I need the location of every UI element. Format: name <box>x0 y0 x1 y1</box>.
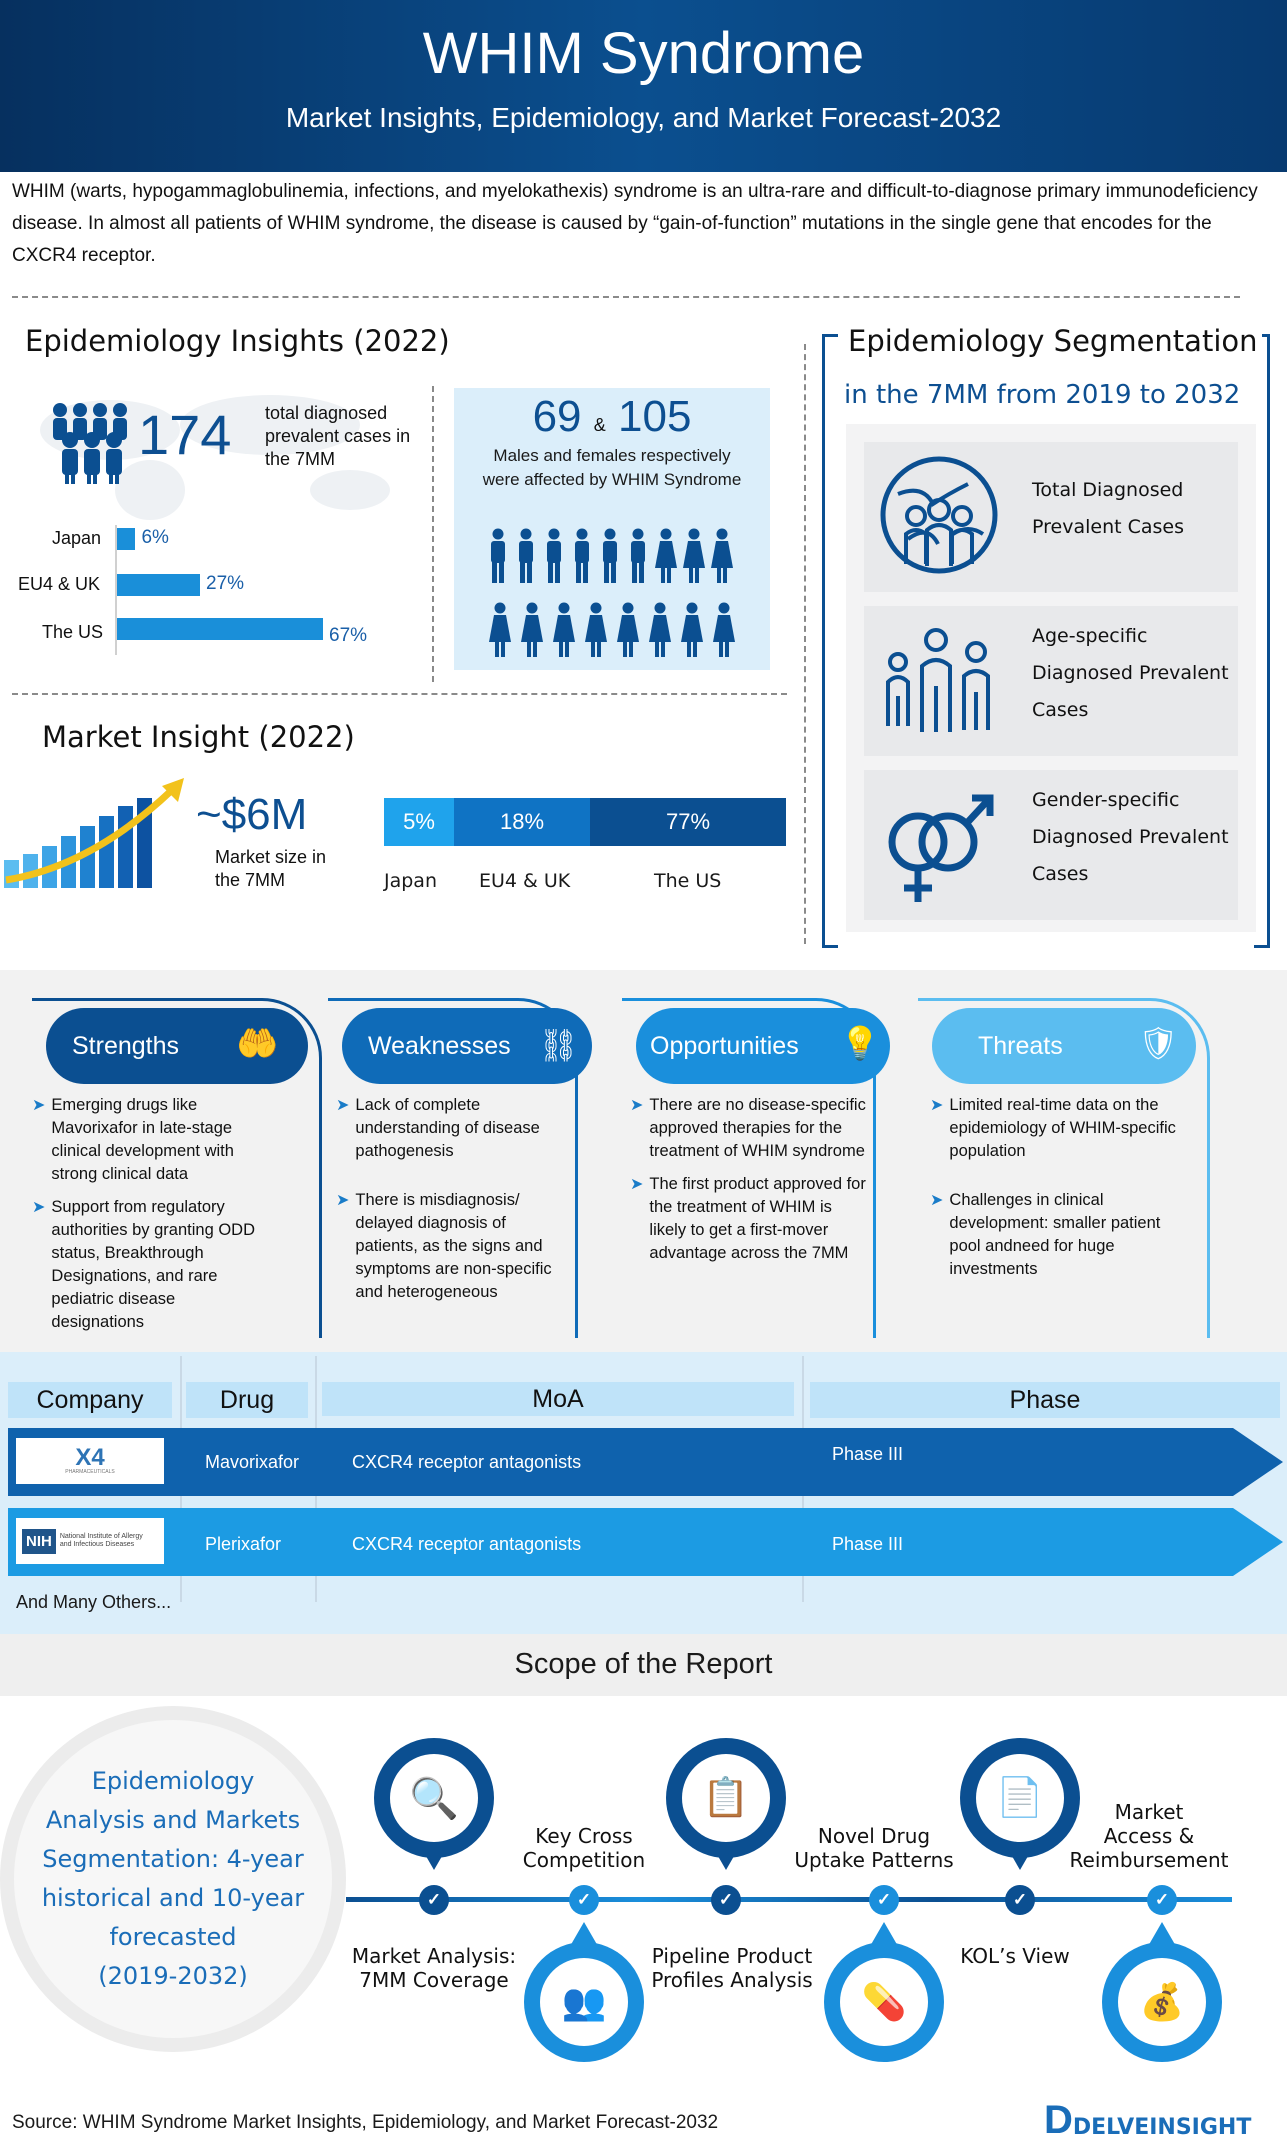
pin-tip <box>569 1922 599 1948</box>
drug-plerixafor: Plerixafor <box>205 1534 282 1554</box>
arrow-icon: ➤ <box>32 1097 46 1114</box>
scope-item-market-access <box>1062 1800 1236 1872</box>
money-bag-icon: 💰 <box>1118 1958 1206 2046</box>
swot-points <box>630 1094 866 1265</box>
swot-point <box>336 1189 568 1304</box>
brand-logo <box>1044 2100 1251 2140</box>
swot-pill <box>342 1008 592 1084</box>
circle-line: forecasted <box>109 1923 237 1951</box>
company-logo-x4 <box>16 1438 164 1484</box>
swot-point <box>630 1173 866 1265</box>
circle-line: Epidemiology <box>91 1767 255 1795</box>
males-number: 69 <box>532 392 582 441</box>
scope-line: Profiles Analysis <box>651 1968 813 1992</box>
share-us: 77% <box>590 798 786 846</box>
swot-title: Threats <box>978 1031 1063 1060</box>
swot-opportunities <box>622 998 880 1338</box>
swot-point <box>630 1094 866 1163</box>
moa-row-1: CXCR4 receptor antagonists <box>352 1452 582 1472</box>
arrow-icon: ➤ <box>630 1097 644 1114</box>
scope-item-kol <box>920 1944 1110 1968</box>
frame-corner <box>822 334 838 337</box>
brand-d-icon: D <box>1044 2098 1073 2142</box>
pin-tip <box>711 1844 741 1870</box>
arrow-icon: ➤ <box>930 1097 944 1114</box>
scope-line: Key Cross <box>535 1824 633 1848</box>
check-icon: ✓ <box>711 1885 741 1915</box>
circle-line: Segmentation: 4-year <box>42 1845 304 1873</box>
scope-line: Competition <box>522 1848 646 1872</box>
scope-title: Scope of the Report <box>514 1648 773 1680</box>
shield-alert-icon: 🛡 <box>1138 1025 1179 1061</box>
people-row-2 <box>488 602 748 665</box>
pipeline-header-drug: Drug <box>186 1382 308 1418</box>
check-icon: ✓ <box>569 1885 599 1915</box>
lightbulb-icon: 💡 <box>840 1025 880 1061</box>
scope-item-competition <box>484 1824 684 1872</box>
scope-line: Reimbursement <box>1069 1848 1229 1872</box>
scope-item-uptake <box>782 1824 966 1872</box>
people-row-1 <box>488 528 748 591</box>
scope-line: Pipeline Product <box>651 1944 813 1968</box>
arrow-icon: ➤ <box>32 1199 46 1216</box>
pipeline-footer: And Many Others... <box>16 1592 172 1612</box>
phase-row-1: Phase III <box>832 1444 904 1464</box>
magnifier-chart-icon: 🔍 <box>390 1754 478 1842</box>
bar-label-eu4uk: EU4 & UK <box>18 574 101 594</box>
segment-age <box>864 606 1238 756</box>
logo-subtext: National Institute of Allergy and Infectious Diseases <box>59 1533 143 1548</box>
total-cases-label: total diagnosed prevalent cases in the 7MM <box>265 403 411 469</box>
swot-point-text: Emerging drugs like Mavorixafor in late-stage clinical development with strong clinical data <box>51 1096 234 1183</box>
swot-point <box>32 1094 272 1186</box>
segment-line: Cases <box>1032 699 1089 721</box>
swot-point-text: Limited real-time data on the epidemiology of WHIM-specific population <box>949 1096 1176 1160</box>
share-japan: 5% <box>384 798 454 846</box>
total-cases-number: 174 <box>138 403 232 466</box>
company-logo-nih <box>16 1518 164 1564</box>
brand-name: DELVEINSIGHT <box>1072 2115 1252 2140</box>
money-hand-icon: 🤲 <box>236 1025 279 1063</box>
drug-uptake-icon: 💊 <box>840 1958 928 2046</box>
scope-circle-text <box>28 1762 318 1996</box>
pin-tip <box>869 1922 899 1948</box>
swot-weaknesses <box>328 998 578 1338</box>
phase-row-2: Phase III <box>832 1534 904 1554</box>
frame-corner <box>1254 945 1270 948</box>
pin-tip <box>1005 1844 1035 1870</box>
bar-value-eu4uk: 27% <box>206 573 245 594</box>
divider <box>12 693 787 695</box>
pipeline-row-arrow <box>8 1508 1283 1576</box>
swot-title: Strengths <box>72 1031 180 1060</box>
source-text: Source: WHIM Syndrome Market Insights, Epidemiology, and Market Forecast-2032 <box>12 2112 719 2133</box>
bar-label-japan: Japan <box>52 528 102 548</box>
swot-point <box>336 1094 568 1163</box>
swot-point-text: There is misdiagnosis/ delayed diagnosis of patients, as the signs and symptoms are non-specific and heterogeneous <box>355 1191 552 1301</box>
arrow-icon: ➤ <box>336 1097 350 1114</box>
scope-item-market-analysis <box>334 1944 534 1992</box>
bar-japan <box>117 528 135 550</box>
scope-line: KOL’s View <box>960 1944 1070 1968</box>
pipeline-header-company: Company <box>8 1382 172 1418</box>
segment-line: Cases <box>1032 863 1089 885</box>
swot-point-text: The first product approved for the treatment of WHIM is likely to get a first-mover advantage across the 7MM <box>649 1175 866 1262</box>
swot-points <box>336 1094 568 1304</box>
swot-point-text: Support from regulatory authorities by granting ODD status, Breakthrough Designations, and rare pediatric disease designations <box>51 1198 256 1331</box>
segment-age-text <box>1032 618 1229 729</box>
bar-value-us: 67% <box>329 625 368 646</box>
segment-line: Diagnosed Prevalent <box>1032 826 1229 848</box>
swot-point-text: Challenges in clinical development: smaller patient pool andneed for huge investments <box>949 1191 1161 1278</box>
pipeline-header-phase: Phase <box>810 1382 1280 1418</box>
arrow-icon: ➤ <box>336 1192 350 1209</box>
male-female-icons <box>488 528 748 586</box>
swot-title: Weaknesses <box>368 1031 511 1060</box>
broken-link-icon: ⛓ <box>538 1027 579 1063</box>
market-share-bar <box>384 798 786 846</box>
swot-title: Opportunities <box>650 1031 799 1060</box>
segmentation-subtitle: in the 7MM from 2019 to 2032 <box>844 380 1241 410</box>
swot-point <box>930 1189 1180 1281</box>
epi-title: Epidemiology Insights (2022) <box>25 324 450 358</box>
bar-value-japan: 6% <box>141 527 169 548</box>
page-title: WHIM Syndrome <box>422 21 865 86</box>
segment-line: Diagnosed Prevalent <box>1032 662 1229 684</box>
document-search-icon: 📄 <box>976 1754 1064 1842</box>
pin-tip <box>1147 1922 1177 1948</box>
bar-us <box>117 618 323 640</box>
check-icon: ✓ <box>1147 1885 1177 1915</box>
market-size: ~$6M <box>196 790 308 839</box>
globe-people-icon <box>878 454 1000 576</box>
swot-point <box>32 1196 272 1334</box>
swot-point-text: Lack of complete understanding of disease pathogenesis <box>355 1096 540 1160</box>
females-number: 105 <box>618 392 692 441</box>
segment-gender-text <box>1032 782 1229 893</box>
share-eu4uk: 18% <box>454 798 590 846</box>
scope-line: 7MM Coverage <box>359 1968 509 1992</box>
segment-line: Prevalent Cases <box>1032 516 1184 538</box>
header-banner <box>0 0 1287 172</box>
divider <box>804 344 806 944</box>
check-icon: ✓ <box>869 1885 899 1915</box>
drug-mavorixafor: Mavorixafor <box>205 1452 300 1472</box>
swot-threats <box>918 998 1210 1338</box>
arrow-icon: ➤ <box>630 1176 644 1193</box>
market-size-label: Market size in the 7MM <box>215 847 327 890</box>
circle-line: historical and 10-year <box>41 1884 305 1912</box>
page-subtitle: Market Insights, Epidemiology, and Market Forecast-2032 <box>285 102 1002 133</box>
segment-line: Total Diagnosed <box>1032 479 1184 501</box>
female-icons <box>488 602 748 660</box>
growth-chart-icon <box>2 776 192 890</box>
share-label-japan: Japan <box>384 870 437 892</box>
report-chart-icon: 📋 <box>682 1754 770 1842</box>
segmentation-title: Epidemiology Segmentation <box>844 324 1262 358</box>
circle-line: (2019-2032) <box>98 1962 248 1990</box>
bar-eu4uk <box>117 574 200 596</box>
swot-pill <box>46 1008 308 1084</box>
amp: & <box>593 415 606 435</box>
scope-line: Market Analysis: <box>351 1944 517 1968</box>
frame-corner <box>822 945 838 948</box>
scope-line: Market <box>1114 1800 1184 1824</box>
divider <box>432 386 434 682</box>
segment-line: Age-specific <box>1032 625 1148 647</box>
scope-line: Novel Drug <box>817 1824 931 1848</box>
circle-line: Analysis and Markets <box>45 1806 301 1834</box>
swot-pill <box>932 1008 1196 1084</box>
logo-subtext: PHARMACEUTICALS <box>65 1469 115 1475</box>
bar-label-us: The US <box>42 622 104 642</box>
swot-points <box>32 1094 272 1334</box>
age-group-icon <box>878 626 1000 736</box>
divider <box>12 296 1240 298</box>
gender-box <box>454 388 770 670</box>
swot-strengths <box>32 998 322 1338</box>
scope-timeline <box>346 1897 1232 1902</box>
check-icon: ✓ <box>1005 1885 1035 1915</box>
competition-icon: 👥 <box>540 1958 628 2046</box>
swot-pill <box>636 1008 890 1084</box>
segment-line: Gender-specific <box>1032 789 1180 811</box>
gender-numbers <box>454 392 770 442</box>
segment-gender <box>864 770 1238 920</box>
share-label-eu4uk: EU4 & UK <box>479 870 571 892</box>
scope-item-pipeline <box>626 1944 838 1992</box>
scope-line: Uptake Patterns <box>794 1848 954 1872</box>
moa-row-2: CXCR4 receptor antagonists <box>352 1534 582 1554</box>
patients-group-icon <box>46 400 138 484</box>
check-icon: ✓ <box>419 1885 449 1915</box>
logo-text: X4 <box>75 1444 105 1471</box>
market-title: Market Insight (2022) <box>42 720 355 754</box>
intro-paragraph: WHIM (warts, hypogammaglobulinemia, infections, and myelokathexis) syndrome is an ultra-rare and difficult-to-diagnose primary immunodeficiency disease. In almost all patients of WHIM syndrome, the disease is caused by “gain-of-function” mutations in the single gene that encodes for the CXCR4 receptor. <box>12 181 1258 266</box>
logo-text: NIH <box>22 1529 56 1554</box>
pipeline-row-arrow <box>8 1428 1283 1496</box>
swot-points <box>930 1094 1180 1281</box>
gender-symbol-icon <box>878 786 1000 908</box>
gender-label: Males and females respectively were affected by WHIM Syndrome <box>482 446 742 489</box>
swot-point-text: There are no disease-specific approved therapies for the treatment of WHIM syndrome <box>649 1096 866 1160</box>
segment-total <box>864 442 1238 592</box>
pin-tip <box>419 1844 449 1870</box>
scope-line: Access & <box>1103 1824 1195 1848</box>
segment-total-text <box>1032 472 1184 546</box>
arrow-icon: ➤ <box>930 1192 944 1209</box>
swot-point <box>930 1094 1180 1163</box>
share-label-us: The US <box>654 870 722 892</box>
pipeline-header-moa: MoA <box>322 1382 794 1416</box>
